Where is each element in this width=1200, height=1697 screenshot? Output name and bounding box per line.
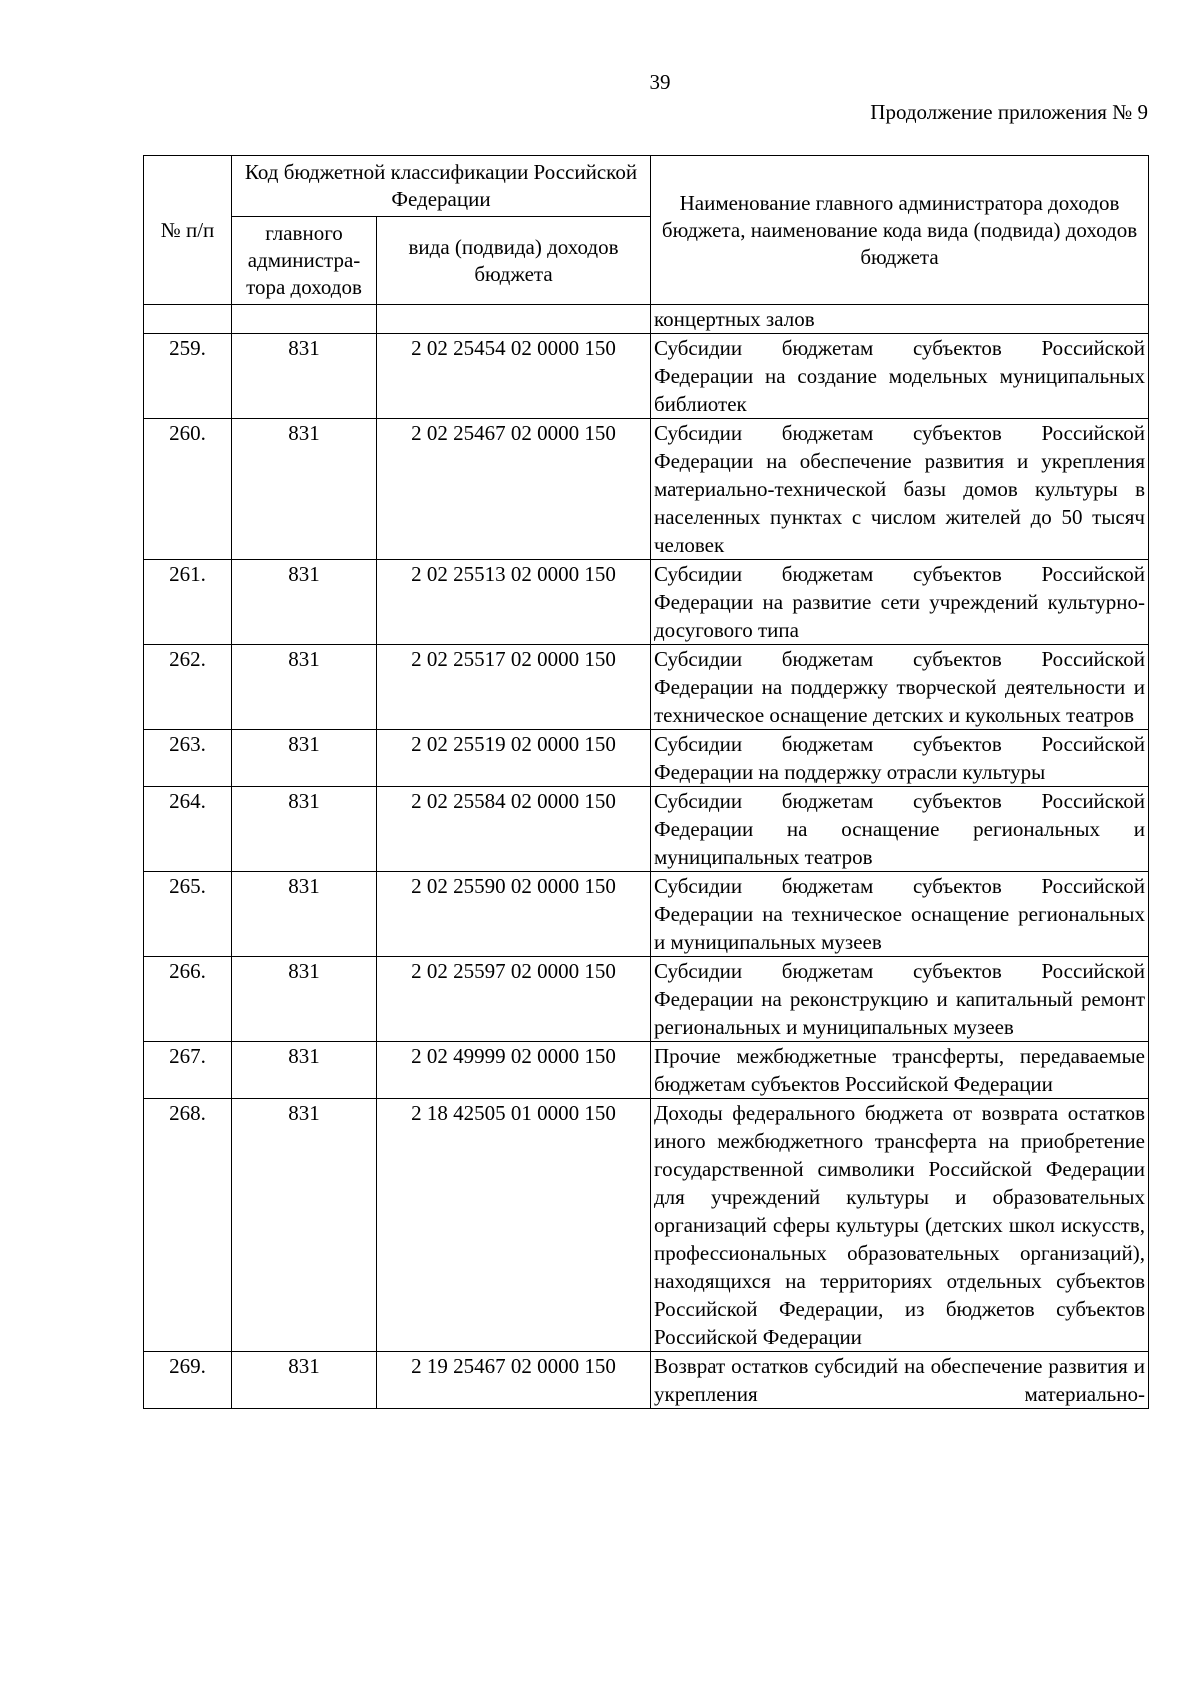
row-admin-code: 831: [232, 560, 377, 645]
row-name: Доходы федерального бюджета от возврата остатков иного межбюджетного трансферта на приобретение государственной символики Российской Федерации для учреждений культуры и образовательных организаций сферы культуры (детских школ искусств, профессиональных образовательных организаций), находящихся на территориях отдельных субъектов Российской Федерации, из бюджетов субъектов Российской Федерации: [651, 1099, 1149, 1352]
row-admin-code: 831: [232, 1042, 377, 1099]
row-income-code: 2 02 25513 02 0000 150: [377, 560, 651, 645]
row-number: 259.: [144, 334, 232, 419]
header-admin: главного администра-тора доходов: [232, 217, 377, 305]
table-row: [144, 560, 1149, 645]
row-income-code: 2 02 25590 02 0000 150: [377, 872, 651, 957]
row-number: 260.: [144, 419, 232, 560]
row-income-code: 2 02 25519 02 0000 150: [377, 730, 651, 787]
table-row: [144, 787, 1149, 872]
row-name: Субсидии бюджетам субъектов Российской Федерации на обеспечение развития и укрепления материально-технической базы домов культуры в населенных пунктах с числом жителей до 50 тысяч человек: [651, 419, 1149, 560]
row-number: 262.: [144, 645, 232, 730]
row-number: 266.: [144, 957, 232, 1042]
row-number: 268.: [144, 1099, 232, 1352]
table-row: [144, 1099, 1149, 1352]
row-admin-code: 831: [232, 1352, 377, 1409]
row-admin-code: 831: [232, 1099, 377, 1352]
row-admin-code: 831: [232, 787, 377, 872]
row-number: 264.: [144, 787, 232, 872]
row-income-code: 2 02 25454 02 0000 150: [377, 334, 651, 419]
table-row: [144, 334, 1149, 419]
table-row: [144, 730, 1149, 787]
table-row: [144, 1352, 1149, 1409]
row-name: Субсидии бюджетам субъектов Российской Федерации на оснащение региональных и муниципальных театров: [651, 787, 1149, 872]
row-name: Субсидии бюджетам субъектов Российской Федерации на техническое оснащение региональных и муниципальных музеев: [651, 872, 1149, 957]
row-income-code: 2 02 49999 02 0000 150: [377, 1042, 651, 1099]
row-admin-code: 831: [232, 645, 377, 730]
row-admin-code: 831: [232, 872, 377, 957]
row-number: 261.: [144, 560, 232, 645]
row-name: Субсидии бюджетам субъектов Российской Федерации на поддержку творческой деятельности и техническое оснащение детских и кукольных театров: [651, 645, 1149, 730]
row-number: 263.: [144, 730, 232, 787]
page-number: 39: [649, 70, 671, 94]
header-code: вида (подвида) доходов бюджета: [377, 217, 651, 305]
row-admin-code: 831: [232, 730, 377, 787]
row-name: Субсидии бюджетам субъектов Российской Федерации на поддержку отрасли культуры: [651, 730, 1149, 787]
table-row: [144, 645, 1149, 730]
table-row: [144, 419, 1149, 560]
header-group: Код бюджетной классификации Российской Федерации: [232, 156, 651, 217]
continuation-text: концертных залов: [651, 305, 1149, 334]
row-admin-code: 831: [232, 957, 377, 1042]
row-name: Субсидии бюджетам субъектов Российской Федерации на реконструкцию и капитальный ремонт региональных и муниципальных музеев: [651, 957, 1149, 1042]
row-income-code: 2 02 25467 02 0000 150: [377, 419, 651, 560]
row-income-code: 2 02 25517 02 0000 150: [377, 645, 651, 730]
row-name: Прочие межбюджетные трансферты, передаваемые бюджетам субъектов Российской Федерации: [651, 1042, 1149, 1099]
row-income-code: 2 02 25597 02 0000 150: [377, 957, 651, 1042]
row-number: 267.: [144, 1042, 232, 1099]
row-income-code: 2 02 25584 02 0000 150: [377, 787, 651, 872]
row-name: Субсидии бюджетам субъектов Российской Федерации на создание модельных муниципальных библиотек: [651, 334, 1149, 419]
row-number: 265.: [144, 872, 232, 957]
header-num: № п/п: [144, 156, 232, 305]
header-name: Наименование главного администратора доходов бюджета, наименование кода вида (подвида) доходов бюджета: [651, 156, 1149, 305]
table-row: [144, 872, 1149, 957]
row-income-code: 2 18 42505 01 0000 150: [377, 1099, 651, 1352]
row-name: Возврат остатков субсидий на обеспечение развития и укрепления материально-: [651, 1352, 1149, 1409]
row-admin-code: 831: [232, 334, 377, 419]
table-row: [144, 957, 1149, 1042]
row-name: Субсидии бюджетам субъектов Российской Федерации на развитие сети учреждений культурно-досугового типа: [651, 560, 1149, 645]
continuation-row: [144, 305, 1149, 334]
appendix-note: Продолжение приложения № 9: [870, 100, 1148, 124]
table-row: [144, 1042, 1149, 1099]
row-admin-code: 831: [232, 419, 377, 560]
row-number: 269.: [144, 1352, 232, 1409]
budget-classification-table: [143, 155, 1149, 1409]
row-income-code: 2 19 25467 02 0000 150: [377, 1352, 651, 1409]
